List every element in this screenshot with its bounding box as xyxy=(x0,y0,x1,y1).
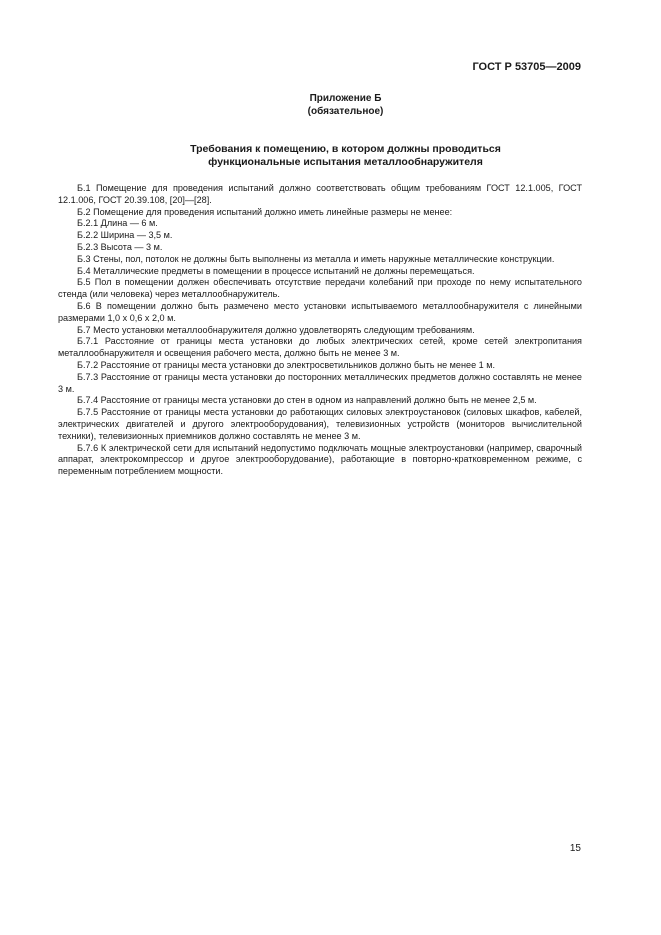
paragraph: Б.7.1 Расстояние от границы места установки до любых электрических сетей, кроме сетей электропитания металлообнаружителя и освещения рабочего места, должно быть не менее 3 м. xyxy=(58,336,582,359)
paragraph: Б.7.6 К электрической сети для испытаний недопустимо подключать мощные электроустановки (например, сварочный аппарат, электрокомпрессор и другое электрооборудование), работающие в повторно-кратковременном режиме, с переменным потреблением мощности. xyxy=(58,442,582,477)
document-body xyxy=(58,183,582,478)
section-title xyxy=(0,143,661,169)
paragraph: Б.4 Металлические предметы в помещении в процессе испытаний не должны перемещаться. xyxy=(77,265,475,276)
paragraph: Б.7.5 Расстояние от границы места установки до работающих силовых электроустановок (силовых шкафов, кабелей, электрических двигателей и другого электрооборудования), телевизионных устройств (мониторов вычислительной техники), телевизионных приемников должно составлять не менее 3 м. xyxy=(58,407,582,441)
paragraph: Б.7 Место установки металлообнаружителя должно удовлетворять следующим требованиям. xyxy=(77,324,475,335)
appendix-heading xyxy=(0,92,661,118)
section-title-line-2: функциональные испытания металлообнаружителя xyxy=(208,156,483,168)
paragraph: Б.3 Стены, пол, потолок не должны быть выполнены из металла и иметь наружные металлические конструкции. xyxy=(77,253,555,264)
appendix-status: (обязательное) xyxy=(307,106,384,117)
paragraph: Б.2.2 Ширина — 3,5 м. xyxy=(77,230,173,241)
paragraph: Б.2 Помещение для проведения испытаний должно иметь линейные размеры не менее: xyxy=(77,206,453,217)
page-number: 15 xyxy=(569,843,581,854)
paragraph: Б.1 Помещение для проведения испытаний должно соответствовать общим требованиям ГОСТ 12.1.005, ГОСТ 12.1.006, ГОСТ 20.39.108, [20]—[28]. xyxy=(58,183,582,205)
paragraph: Б.7.3 Расстояние от границы места установки до посторонних металлических предметов должно составлять не менее 3 м. xyxy=(58,371,582,394)
paragraph: Б.2.3 Высота — 3 м. xyxy=(77,241,163,252)
paragraph: Б.7.4 Расстояние от границы места установки до стен в одном из направлений должно быть не менее 2,5 м. xyxy=(77,395,537,406)
section-title-line-1: Требования к помещению, в котором должны проводиться xyxy=(190,143,501,155)
paragraph: Б.2.1 Длина — 6 м. xyxy=(77,218,158,229)
paragraph: Б.5 Пол в помещении должен обеспечивать отсутствие передачи колебаний при проходе по нему испытательного стенда (или человека) через металлообнаружитель. xyxy=(58,277,582,300)
paragraph: Б.7.2 Расстояние от границы места установки до электросветильников должно быть не менее 1 м. xyxy=(77,359,496,370)
document-id: ГОСТ Р 53705—2009 xyxy=(472,61,581,73)
paragraph: Б.6 В помещении должно быть размечено место установки испытываемого металлообнаружителя с линейными размерами 1,0 х 0,6 х 2,0 м. xyxy=(58,300,582,323)
appendix-title: Приложение Б xyxy=(309,93,382,104)
